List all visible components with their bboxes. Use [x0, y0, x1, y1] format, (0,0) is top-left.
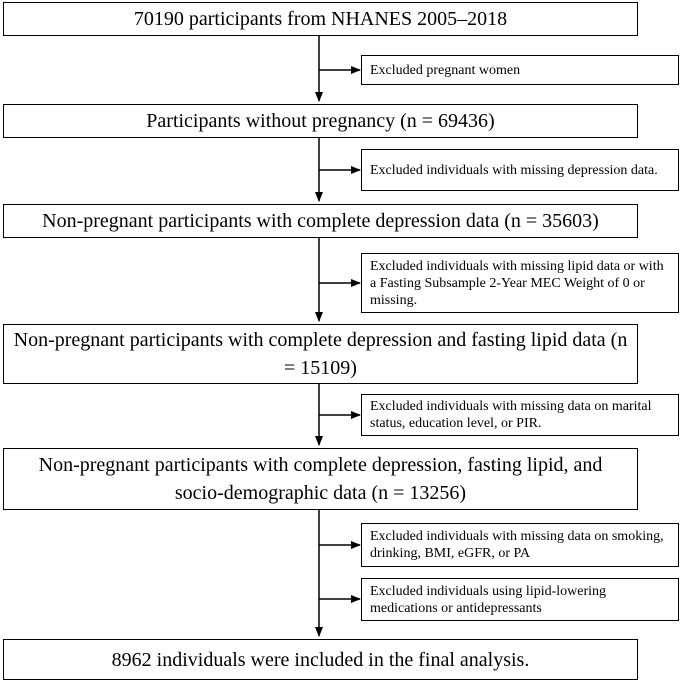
main-box-without-pregnancy: Participants without pregnancy (n = 69436) — [3, 104, 638, 138]
exclusion-box-missing-lipid: Excluded individuals with missing lipid data or with a Fasting Subsample 2-Year MEC Weight of 0 or missing. — [361, 253, 679, 313]
main-box-final-analysis: 8962 individuals were included in the final analysis. — [3, 639, 638, 680]
exclusion-box-medications: Excluded individuals using lipid-lowering medications or antidepressants — [361, 578, 679, 621]
main-box-total-participants: 70190 participants from NHANES 2005–2018 — [3, 2, 638, 36]
main-box-complete-depression-lipid: Non-pregnant participants with complete depression and fasting lipid data (n = 15109) — [3, 324, 638, 384]
main-box-complete-depression: Non-pregnant participants with complete depression data (n = 35603) — [3, 204, 638, 238]
exclusion-box-missing-depression: Excluded individuals with missing depression data. — [361, 149, 679, 191]
exclusion-box-missing-socio: Excluded individuals with missing data on marital status, education level, or PIR. — [361, 394, 679, 436]
main-box-complete-socio-demographic: Non-pregnant participants with complete depression, fasting lipid, and socio-demographic data (n = 13256) — [3, 448, 638, 510]
exclusion-box-pregnant: Excluded pregnant women — [361, 55, 679, 85]
exclusion-box-missing-covariates: Excluded individuals with missing data on smoking, drinking, BMI, eGFR, or PA — [361, 523, 679, 567]
